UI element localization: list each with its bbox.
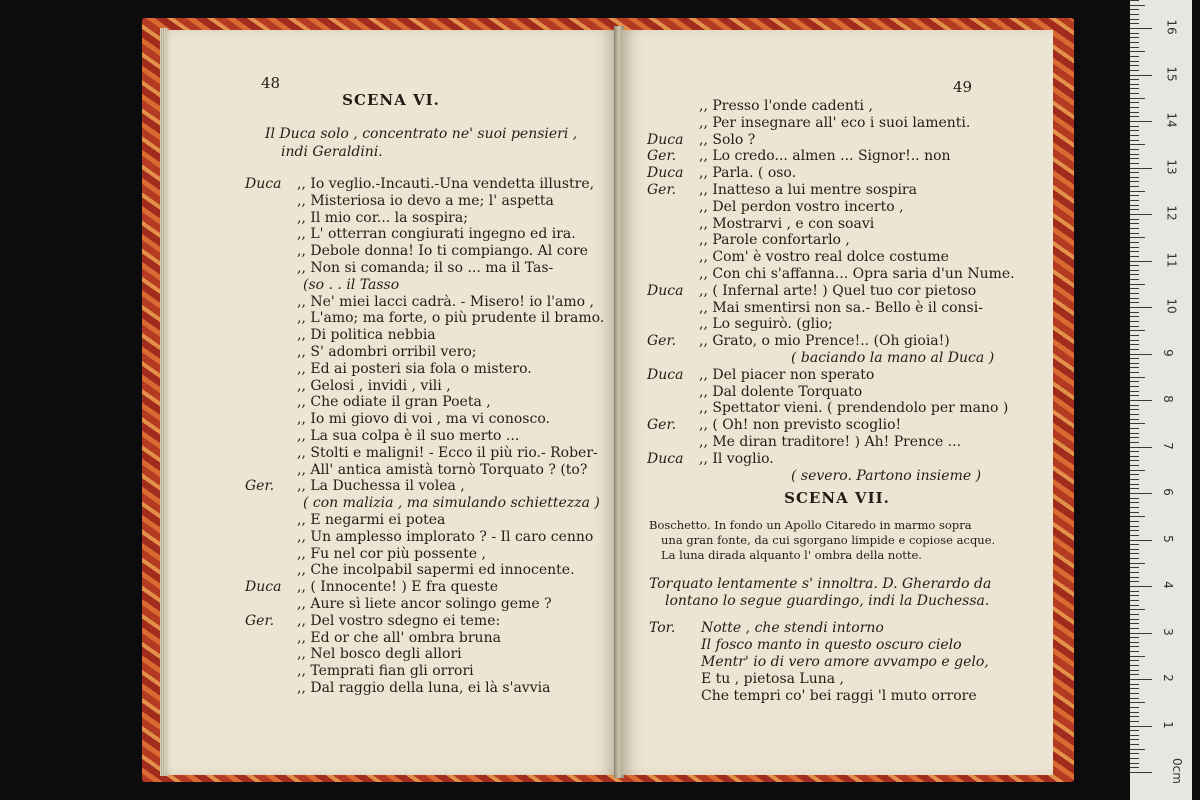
verse-line: ,, Solo ? bbox=[699, 131, 756, 148]
ruler-tick bbox=[1130, 479, 1139, 480]
ruler-tick bbox=[1130, 149, 1139, 150]
ruler-tick bbox=[1130, 121, 1152, 122]
ruler-tick bbox=[1130, 214, 1152, 215]
ruler-tick bbox=[1130, 553, 1139, 554]
ruler-tick bbox=[1130, 112, 1139, 113]
ruler-tick bbox=[1130, 377, 1145, 378]
ruler-tick bbox=[1130, 465, 1139, 466]
ruler-label: 0cm bbox=[1169, 758, 1184, 784]
ruler-tick bbox=[1130, 219, 1139, 220]
ruler-tick bbox=[1130, 51, 1145, 52]
verse-line: ,, Presso l'onde cadenti , bbox=[699, 98, 873, 114]
ruler-tick bbox=[1130, 19, 1139, 20]
ruler-tick bbox=[1130, 14, 1139, 15]
ruler-label: 2 bbox=[1160, 674, 1175, 682]
ruler-tick bbox=[1130, 200, 1139, 201]
verse-line: ,, Non si comanda; il so ... ma il Tas- bbox=[297, 260, 554, 276]
ruler-tick bbox=[1130, 61, 1139, 62]
ruler-tick bbox=[1130, 116, 1139, 117]
ruler-tick bbox=[1130, 660, 1139, 661]
verse-line: ,, Mostrarvi , e con soavi bbox=[699, 215, 875, 232]
ruler-tick bbox=[1130, 98, 1145, 99]
ruler-tick bbox=[1130, 367, 1139, 368]
ruler-tick bbox=[1130, 753, 1139, 754]
ruler-label: 7 bbox=[1160, 441, 1175, 450]
scene-title: SCENA VI. bbox=[342, 91, 440, 109]
ruler-tick bbox=[1130, 172, 1139, 173]
ruler-tick bbox=[1130, 572, 1139, 573]
ruler-tick bbox=[1130, 739, 1139, 740]
speaker-label: Tor. bbox=[649, 620, 676, 636]
verse-line: ,, Fu nel cor più possente , bbox=[297, 545, 486, 562]
verse-line: ,, E negarmi ei potea bbox=[297, 512, 446, 528]
ruler-tick bbox=[1130, 265, 1139, 266]
verse-line: ,, Del piacer non sperato bbox=[699, 366, 875, 383]
ruler-tick bbox=[1130, 298, 1139, 299]
ruler-tick bbox=[1130, 47, 1139, 48]
ruler-tick bbox=[1130, 79, 1139, 80]
ruler-tick bbox=[1130, 135, 1139, 136]
ruler-tick bbox=[1130, 521, 1139, 522]
ruler-label: 14 bbox=[1164, 112, 1179, 128]
ruler-tick bbox=[1130, 772, 1152, 773]
verse-line: (so . . il Tasso bbox=[303, 276, 400, 293]
ruler-tick bbox=[1130, 163, 1139, 164]
ruler-label: 11 bbox=[1164, 251, 1179, 268]
ruler-label: 5 bbox=[1160, 534, 1175, 543]
ruler-tick bbox=[1130, 140, 1139, 141]
ruler-tick bbox=[1130, 386, 1139, 387]
ruler-tick bbox=[1130, 107, 1139, 108]
verse-line: Il fosco manto in questo oscuro cielo bbox=[701, 637, 962, 653]
stage-direction: indi Geraldini. bbox=[281, 144, 383, 160]
speaker-label: Duca bbox=[647, 450, 684, 467]
ruler-tick bbox=[1130, 460, 1139, 461]
ruler-tick bbox=[1130, 223, 1139, 224]
ruler-tick bbox=[1130, 437, 1139, 438]
ruler-tick bbox=[1130, 191, 1145, 192]
ruler-label: 8 bbox=[1160, 395, 1175, 403]
ruler-label: 13 bbox=[1164, 158, 1179, 175]
setting-line: Boschetto. In fondo un Apollo Citaredo in marmo sopra bbox=[649, 518, 972, 532]
verse-line: ,, Lo credo... almen ... Signor!.. non bbox=[699, 148, 951, 165]
ruler-tick bbox=[1130, 679, 1152, 680]
ruler-tick bbox=[1130, 395, 1139, 396]
ruler-tick bbox=[1130, 261, 1152, 262]
ruler-tick bbox=[1130, 595, 1139, 596]
verse-line: ,, Un amplesso implorato ? - Il caro cenno bbox=[297, 528, 594, 545]
ruler-tick bbox=[1130, 363, 1139, 364]
ruler-tick bbox=[1130, 651, 1139, 652]
ruler-tick bbox=[1130, 581, 1139, 582]
verse-line: ,, Del perdon vostro incerto , bbox=[699, 198, 904, 215]
ruler-tick bbox=[1130, 284, 1145, 285]
ruler-tick bbox=[1130, 726, 1152, 727]
ruler-tick bbox=[1130, 256, 1139, 257]
ruler-tick bbox=[1130, 567, 1139, 568]
ruler-tick bbox=[1130, 488, 1139, 489]
ruler-tick bbox=[1130, 391, 1139, 392]
ruler-tick bbox=[1130, 484, 1139, 485]
setting-line: La luna dirada alquanto l' ombra della notte. bbox=[661, 548, 922, 562]
verse-line: ,, Debole donna! Io ti compiango. Al core bbox=[297, 243, 588, 260]
ruler-tick bbox=[1130, 712, 1139, 713]
ruler-label: 1 bbox=[1160, 720, 1175, 729]
verse-line: ,, Lo seguirò. (glio; bbox=[699, 316, 833, 333]
ruler-tick bbox=[1130, 730, 1139, 731]
ruler-tick bbox=[1130, 544, 1139, 545]
speaker-label: Duca bbox=[647, 282, 684, 299]
verse-line: ,, Spettator vieni. ( prendendolo per mano ) bbox=[699, 400, 1009, 417]
ruler-tick bbox=[1130, 93, 1139, 94]
ruler-tick bbox=[1130, 447, 1152, 448]
verse-line: ,, Ed ai posteri sia fola o mistero. bbox=[297, 360, 532, 377]
ruler-tick bbox=[1130, 186, 1139, 187]
ruler-tick bbox=[1130, 749, 1145, 750]
ruler-tick bbox=[1130, 665, 1139, 666]
ruler-tick bbox=[1130, 633, 1152, 634]
verse-line: ,, La sua colpa è il suo merto ... bbox=[297, 428, 520, 444]
verse-line: Mentr' io di vero amore avvampo e gelo, bbox=[701, 654, 989, 670]
verse-line: ,, ( Innocente! ) E fra queste bbox=[297, 579, 498, 596]
verse-line: ,, All' antica amistà tornò Torquato ? (to? bbox=[297, 461, 588, 478]
ruler-label: 10 bbox=[1164, 298, 1179, 314]
ruler-tick bbox=[1130, 270, 1139, 271]
speaker-label: Duca bbox=[647, 366, 684, 383]
verse-line: ,, Mai smentirsi non sa.- Bello è il consi- bbox=[699, 299, 983, 316]
ruler-tick bbox=[1130, 586, 1152, 587]
ruler-tick bbox=[1130, 168, 1152, 169]
ruler-tick bbox=[1130, 516, 1145, 517]
verse-line: ( baciando la mano al Duca ) bbox=[791, 350, 995, 366]
verse-line: ,, Misteriosa io devo a me; l' aspetta bbox=[297, 192, 554, 209]
ruler-tick bbox=[1130, 247, 1139, 248]
scene-title: SCENA VII. bbox=[784, 489, 890, 507]
verse-line: ,, L' otterran congiurati ingegno ed ira. bbox=[297, 226, 576, 243]
verse-line: ,, La Duchessa il volea , bbox=[297, 478, 465, 495]
verse-line: ,, Ed or che all' ombra bruna bbox=[297, 629, 501, 646]
ruler-tick bbox=[1130, 628, 1139, 629]
ruler-tick bbox=[1130, 735, 1139, 736]
speaker-label: Ger. bbox=[245, 612, 275, 629]
ruler-tick bbox=[1130, 130, 1139, 131]
speaker-label: Duca bbox=[245, 176, 282, 192]
ruler-tick bbox=[1130, 358, 1139, 359]
ruler-tick bbox=[1130, 307, 1152, 308]
ruler-tick bbox=[1130, 233, 1139, 234]
ruler-tick bbox=[1130, 512, 1139, 513]
verse-line: ,, Temprati fian gli orrori bbox=[297, 663, 474, 680]
speaker-label: Ger. bbox=[245, 478, 275, 495]
ruler-tick bbox=[1130, 591, 1139, 592]
speaker-label: Duca bbox=[647, 131, 684, 148]
ruler-tick bbox=[1130, 419, 1139, 420]
verse-line: ,, Dal dolente Torquato bbox=[699, 383, 863, 400]
ruler-tick bbox=[1130, 540, 1152, 541]
ruler-label: 3 bbox=[1160, 627, 1175, 636]
ruler-tick bbox=[1130, 56, 1139, 57]
ruler-tick bbox=[1130, 456, 1139, 457]
verse-line: ,, Che odiate il gran Poeta , bbox=[297, 394, 491, 411]
ruler-label: 4 bbox=[1160, 581, 1175, 589]
ruler-tick bbox=[1130, 535, 1139, 536]
ruler-tick bbox=[1130, 205, 1139, 206]
measurement-ruler bbox=[1130, 0, 1192, 800]
setting-line: una gran fonte, da cui sgorgano limpide e copiose acque. bbox=[661, 533, 996, 547]
ruler-tick bbox=[1130, 279, 1139, 280]
ruler-tick bbox=[1130, 312, 1139, 313]
ruler-tick bbox=[1130, 42, 1139, 43]
verse-line: E tu , pietosa Luna , bbox=[701, 671, 845, 687]
verse-line: ,, Ne' miei lacci cadrà. - Misero! io l'amo , bbox=[297, 293, 594, 310]
ruler-tick bbox=[1130, 228, 1139, 229]
speaker-label: Ger. bbox=[647, 182, 677, 198]
verse-line: ,, Io mi giovo di voi , ma vi conosco. bbox=[297, 411, 550, 428]
ruler-tick bbox=[1130, 181, 1139, 182]
ruler-tick bbox=[1130, 530, 1139, 531]
ruler-tick bbox=[1130, 442, 1139, 443]
ruler-tick bbox=[1130, 656, 1145, 657]
ruler-tick bbox=[1130, 70, 1139, 71]
verse-line: ,, Del vostro sdegno ei teme: bbox=[297, 612, 501, 629]
ruler-tick bbox=[1130, 242, 1139, 243]
verse-line: ,, L'amo; ma forte, o più prudente il bramo. bbox=[297, 310, 605, 327]
verse-line: ,, S' adombri orribil vero; bbox=[297, 344, 477, 360]
verse-line: ,, Parole confortarlo , bbox=[699, 232, 850, 249]
verse-line: ,, ( Oh! non previsto scoglio! bbox=[699, 417, 902, 434]
stage-direction: lontano lo segue guardingo, indi la Duchessa. bbox=[665, 593, 990, 609]
ruler-tick bbox=[1130, 609, 1145, 610]
ruler-tick bbox=[1130, 698, 1139, 699]
ruler-tick bbox=[1130, 5, 1145, 6]
ruler-label: 15 bbox=[1164, 65, 1179, 82]
ruler-tick bbox=[1130, 321, 1139, 322]
ruler-label: 6 bbox=[1160, 488, 1175, 496]
ruler-tick bbox=[1130, 414, 1139, 415]
ruler-tick bbox=[1130, 451, 1139, 452]
verse-line: ,, Io veglio.-Incauti.-Una vendetta illustre, bbox=[297, 176, 595, 192]
ruler-tick bbox=[1130, 716, 1139, 717]
verse-line: ( severo. Partono insieme ) bbox=[791, 467, 982, 484]
ruler-tick bbox=[1130, 670, 1139, 671]
ruler-tick bbox=[1130, 563, 1145, 564]
ruler-tick bbox=[1130, 470, 1145, 471]
page-number: 49 bbox=[953, 78, 973, 96]
ruler-tick bbox=[1130, 37, 1139, 38]
stage-direction: Torquato lentamente s' innoltra. D. Gherardo da bbox=[649, 576, 992, 592]
ruler-tick bbox=[1130, 688, 1139, 689]
ruler-tick bbox=[1130, 763, 1139, 764]
ruler-tick bbox=[1130, 767, 1139, 768]
ruler-tick bbox=[1130, 674, 1139, 675]
ruler-tick bbox=[1130, 0, 1139, 1]
verse-line: ,, Che incolpabil sapermi ed innocente. bbox=[297, 562, 575, 579]
ruler-tick bbox=[1130, 758, 1139, 759]
ruler-tick bbox=[1130, 684, 1139, 685]
ruler-tick bbox=[1130, 474, 1139, 475]
right-page bbox=[621, 30, 1053, 775]
ruler-tick bbox=[1130, 409, 1139, 410]
verse-line: ,, Aure sì liete ancor solingo geme ? bbox=[297, 596, 552, 612]
ruler-tick bbox=[1130, 502, 1139, 503]
verse-line: ,, Grato, o mio Prence!.. (Oh gioia!) bbox=[699, 333, 950, 350]
page-number: 48 bbox=[261, 74, 281, 92]
speaker-label: Ger. bbox=[647, 148, 677, 165]
ruler-tick bbox=[1130, 507, 1139, 508]
ruler-label: 9 bbox=[1160, 348, 1175, 357]
verse-line: ,, Dal raggio della luna, ei là s'avvia bbox=[297, 680, 551, 696]
ruler-tick bbox=[1130, 335, 1139, 336]
ruler-tick bbox=[1130, 619, 1139, 620]
verse-line: ,, Con chi s'affanna... Opra saria d'un Nume. bbox=[699, 266, 1015, 282]
ruler-tick bbox=[1130, 600, 1139, 601]
ruler-tick bbox=[1130, 577, 1139, 578]
ruler-tick bbox=[1130, 354, 1152, 355]
ruler-tick bbox=[1130, 102, 1139, 103]
verse-line: ,, Inatteso a lui mentre sospira bbox=[699, 182, 917, 198]
ruler-tick bbox=[1130, 637, 1139, 638]
verse-line: Notte , che stendi intorno bbox=[701, 620, 884, 636]
ruler-tick bbox=[1130, 744, 1139, 745]
ruler-tick bbox=[1130, 28, 1152, 29]
verse-line: ,, Me diran traditore! ) Ah! Prence ... bbox=[699, 434, 962, 450]
ruler-tick bbox=[1130, 158, 1139, 159]
ruler-tick bbox=[1130, 642, 1139, 643]
speaker-label: Ger. bbox=[647, 333, 677, 350]
ruler-tick bbox=[1130, 646, 1139, 647]
ruler-tick bbox=[1130, 316, 1139, 317]
ruler-tick bbox=[1130, 405, 1139, 406]
ruler-tick bbox=[1130, 423, 1145, 424]
verse-line: ,, Di politica nebbia bbox=[297, 327, 436, 344]
stage-direction: Il Duca solo , concentrato ne' suoi pensieri , bbox=[265, 126, 578, 142]
ruler-tick bbox=[1130, 433, 1139, 434]
ruler-tick bbox=[1130, 288, 1139, 289]
verse-line: ,, Nel bosco degli allori bbox=[297, 646, 462, 663]
ruler-tick bbox=[1130, 526, 1139, 527]
ruler-tick bbox=[1130, 237, 1145, 238]
verse-line: ,, Com' è vostro real dolce costume bbox=[699, 249, 949, 266]
ruler-tick bbox=[1130, 9, 1139, 10]
ruler-label: 12 bbox=[1164, 205, 1179, 221]
ruler-tick bbox=[1130, 498, 1139, 499]
ruler-tick bbox=[1130, 340, 1139, 341]
ruler-tick bbox=[1130, 693, 1139, 694]
ruler-tick bbox=[1130, 623, 1139, 624]
verse-line: ,, Gelosi , invidi , vili , bbox=[297, 377, 451, 394]
ruler-tick bbox=[1130, 33, 1139, 34]
ruler-tick bbox=[1130, 75, 1152, 76]
ruler-tick bbox=[1130, 558, 1139, 559]
speaker-label: Duca bbox=[647, 165, 684, 182]
speaker-label: Duca bbox=[245, 579, 282, 596]
verse-line: ,, Parla. ( oso. bbox=[699, 165, 797, 182]
ruler-tick bbox=[1130, 349, 1139, 350]
verse-line: ,, Stolti e maligni! - Ecco il più rio.- Rober- bbox=[297, 444, 598, 461]
verse-line: ,, Per insegnare all' eco i suoi lamenti. bbox=[699, 114, 971, 131]
verse-line: ( con malizia , ma simulando schiettezza ) bbox=[303, 495, 600, 512]
ruler-tick bbox=[1130, 326, 1139, 327]
verse-line: ,, Il voglio. bbox=[699, 450, 774, 467]
ruler-tick bbox=[1130, 330, 1145, 331]
ruler-tick bbox=[1130, 195, 1139, 196]
ruler-tick bbox=[1130, 614, 1139, 615]
ruler-tick bbox=[1130, 251, 1139, 252]
ruler-tick bbox=[1130, 372, 1139, 373]
ruler-tick bbox=[1130, 302, 1139, 303]
ruler-tick bbox=[1130, 493, 1152, 494]
ruler-tick bbox=[1130, 707, 1139, 708]
ruler-label: 16 bbox=[1164, 19, 1179, 35]
speaker-label: Ger. bbox=[647, 417, 677, 434]
ruler-tick bbox=[1130, 177, 1139, 178]
verse-line: Che tempri co' bei raggi 'l muto orrore bbox=[701, 688, 977, 704]
ruler-tick bbox=[1130, 65, 1139, 66]
ruler-tick bbox=[1130, 344, 1139, 345]
ruler-tick bbox=[1130, 428, 1139, 429]
ruler-tick bbox=[1130, 88, 1139, 89]
verse-line: ,, Il mio cor... la sospira; bbox=[297, 209, 468, 226]
ruler-tick bbox=[1130, 549, 1139, 550]
ruler-tick bbox=[1130, 274, 1139, 275]
ruler-tick bbox=[1130, 154, 1139, 155]
ruler-tick bbox=[1130, 23, 1139, 24]
ruler-tick bbox=[1130, 209, 1139, 210]
ruler-tick bbox=[1130, 293, 1139, 294]
ruler-tick bbox=[1130, 721, 1139, 722]
ruler-tick bbox=[1130, 381, 1139, 382]
left-page bbox=[165, 30, 617, 775]
ruler-tick bbox=[1130, 144, 1145, 145]
ruler-tick bbox=[1130, 400, 1152, 401]
verse-line: ,, ( Infernal arte! ) Quel tuo cor pietoso bbox=[699, 282, 977, 299]
ruler-tick bbox=[1130, 84, 1139, 85]
ruler-tick bbox=[1130, 126, 1139, 127]
ruler-tick bbox=[1130, 702, 1145, 703]
ruler-tick bbox=[1130, 605, 1139, 606]
